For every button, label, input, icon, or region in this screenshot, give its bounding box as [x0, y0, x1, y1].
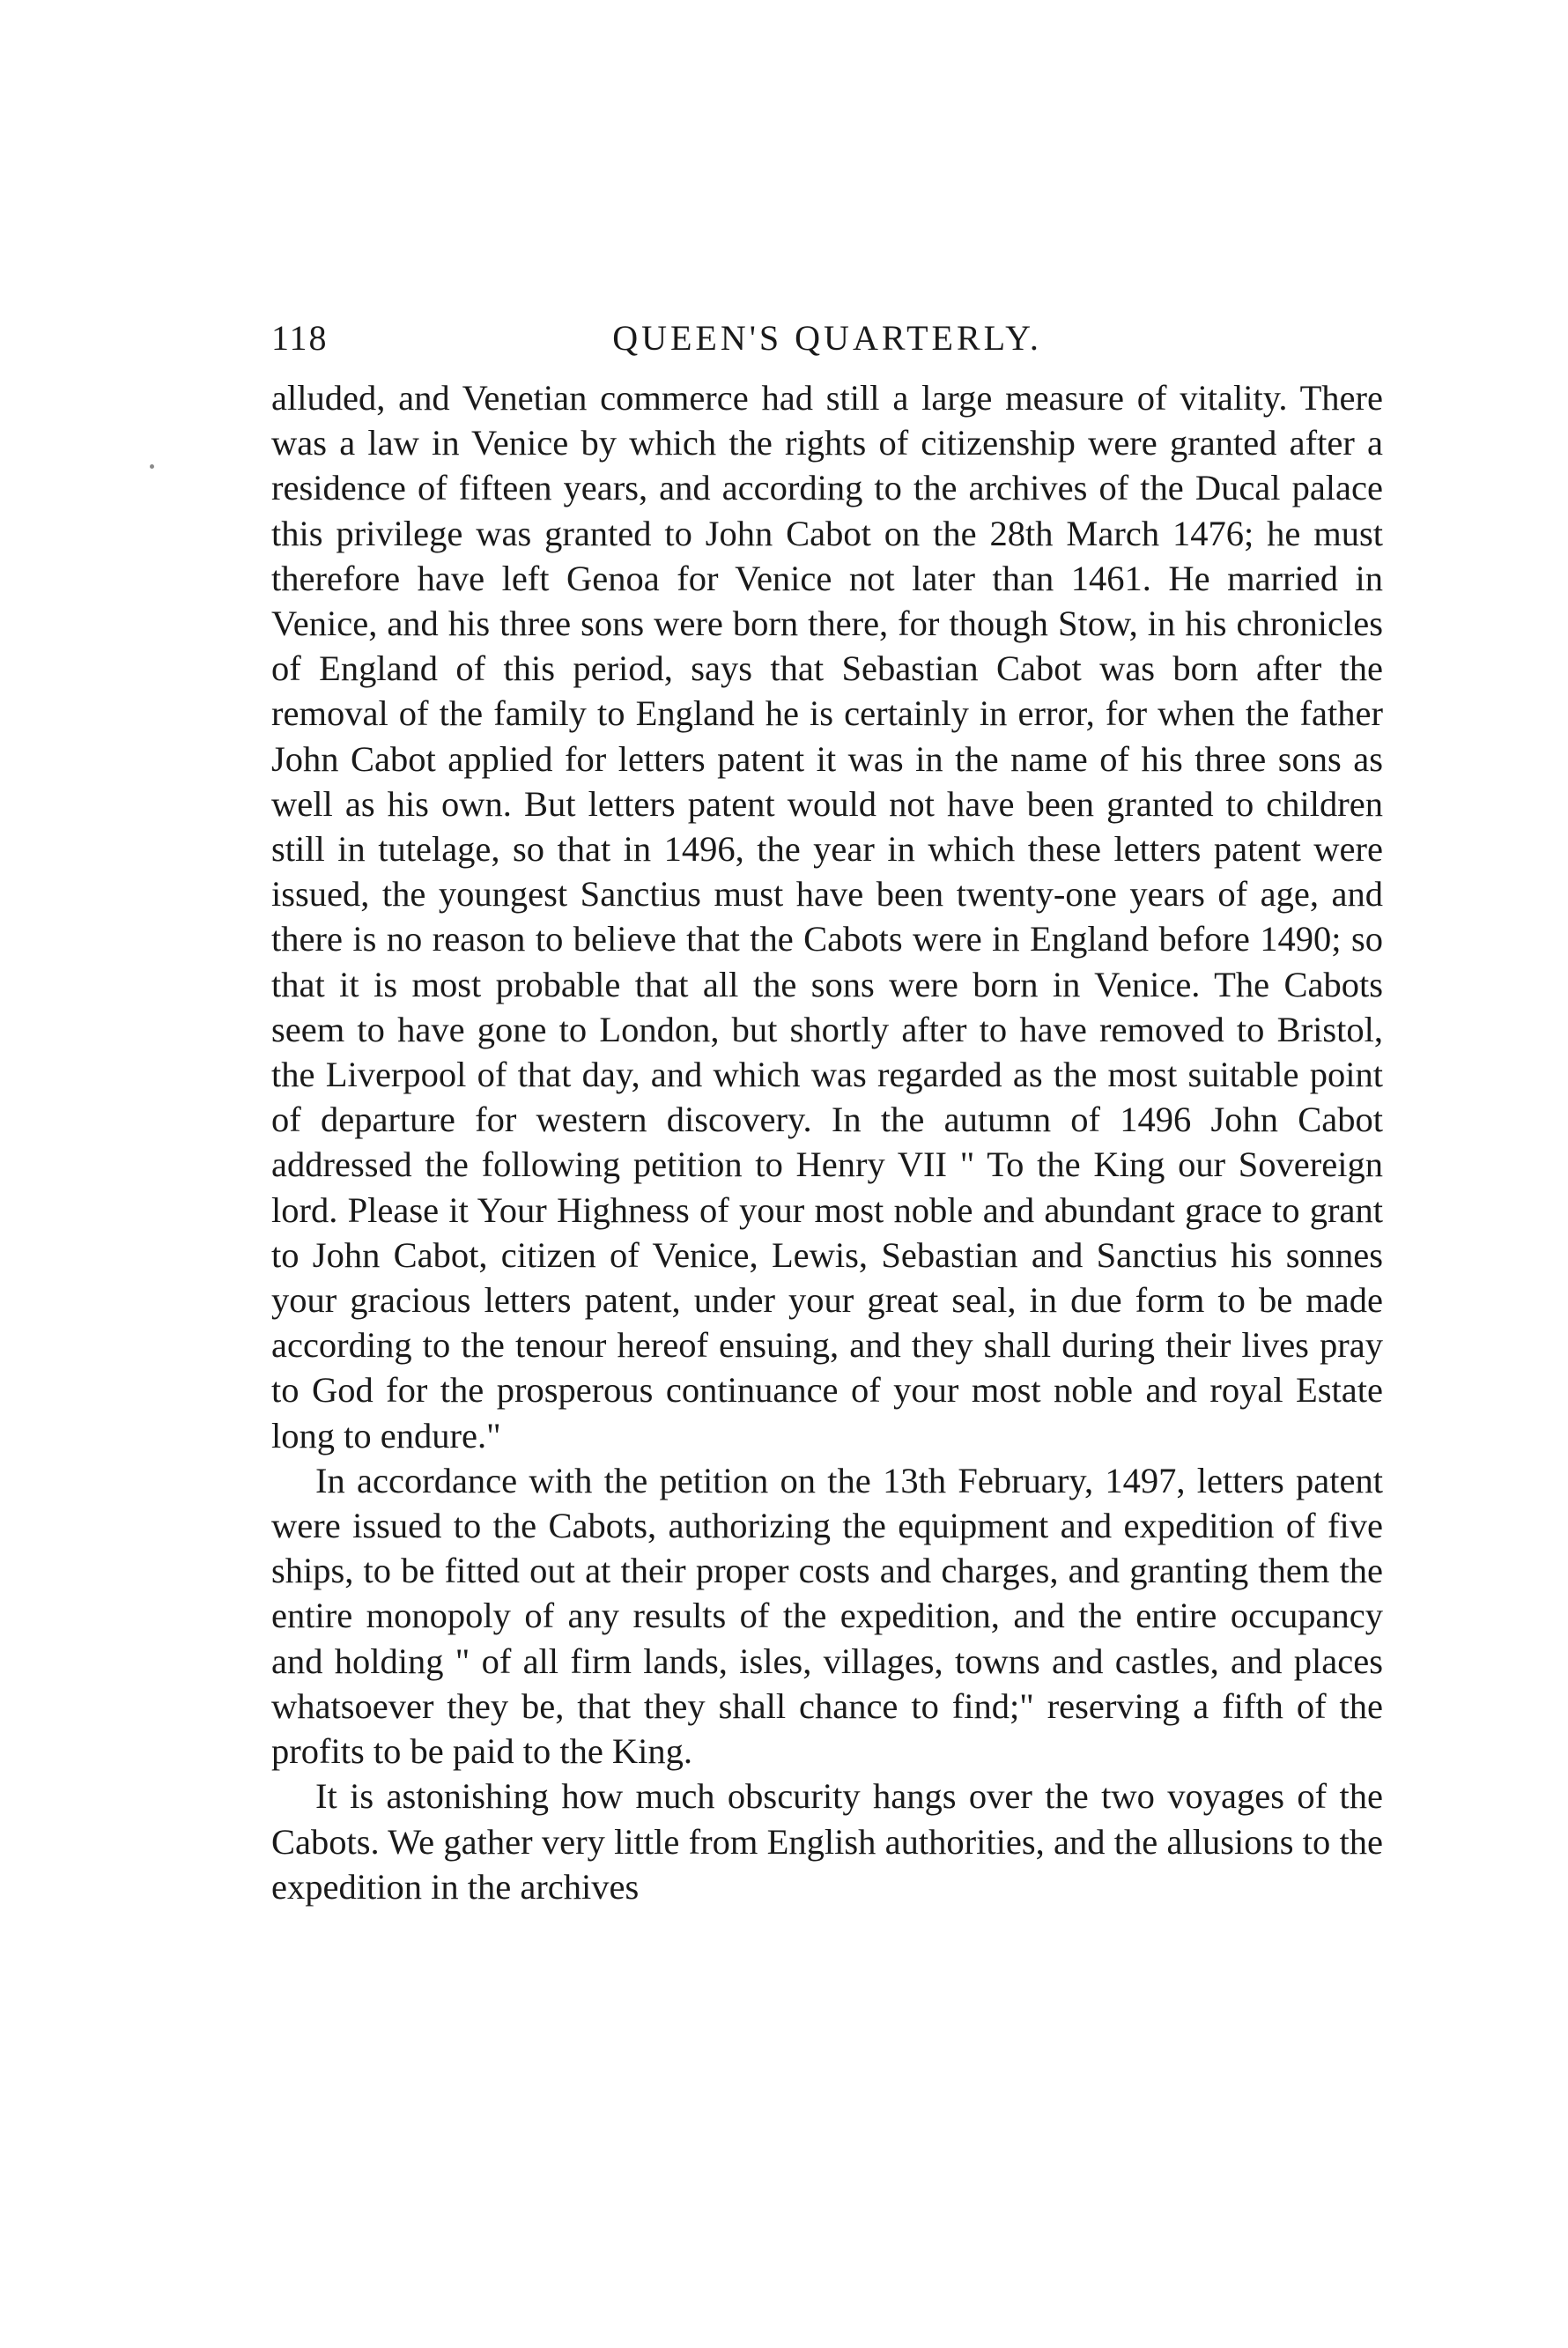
- paragraph-2: In accordance with the petition on the 13th February, 1497, letters patent were issued to the Cabots, authorizing the equipment and expedition of five ships, to be fitted out at their proper costs and charges, and granting them the entire monopoly of any results of the expedition, and the entire occupancy and holding " of all firm lands, isles, villages, towns and castles, and places whatsoever they be, that they shall chance to find;" reserving a fifth of the profits to be paid to the King.: [271, 1460, 1383, 1772]
- book-page: [271, 317, 1383, 1909]
- body-text: [271, 375, 1383, 1909]
- journal-title: QUEEN'S QUARTERLY.: [612, 318, 1042, 358]
- margin-speck: [150, 464, 154, 469]
- page-number: 118: [271, 318, 329, 358]
- paragraph-1: alluded, and Venetian commerce had still a large measure of vitality. There was a law in Venice by which the rights of citizenship were granted after a residence of fifteen years, and according to the archives of the Ducal palace this privilege was granted to John Cabot on the 28th March 1476; he must therefore have left Genoa for Venice not later than 1461. He married in Venice, and his three sons were born there, for though Stow, in his chronicles of England of this period, says that Sebastian Cabot was born after the removal of the family to England he is certainly in error, for when the father John Cabot applied for letters patent it was in the name of his three sons as well as his own. But letters patent would not have been granted to children still in tutelage, so that in 1496, the year in which these letters patent were issued, the youngest Sanctius must have been twenty-one years of age, and there is no reason to believe that the Cabots were in England before 1490; so that it is most probable that all the sons were born in Venice. The Cabots seem to have gone to London, but shortly after to have removed to Bristol, the Liverpool of that day, and which was regarded as the most suitable point of departure for western discovery. In the autumn of 1496 John Cabot addressed the following petition to Henry VII " To the King our Sovereign lord. Please it Your Highness of your most noble and abundant grace to grant to John Cabot, citizen of Venice, Lewis, Sebastian and Sanctius his sonnes your gracious letters patent, under your great seal, in due form to be made according to the tenour hereof ensuing, and they shall during their lives pray to God for the prosperous continuance of your most noble and royal Estate long to endure.": [271, 378, 1383, 1455]
- running-head: [271, 317, 1383, 370]
- paragraph-3: It is astonishing how much obscurity hangs over the two voyages of the Cabots. We gather very little from English authorities, and the allusions to the expedition in the archives: [271, 1776, 1383, 1907]
